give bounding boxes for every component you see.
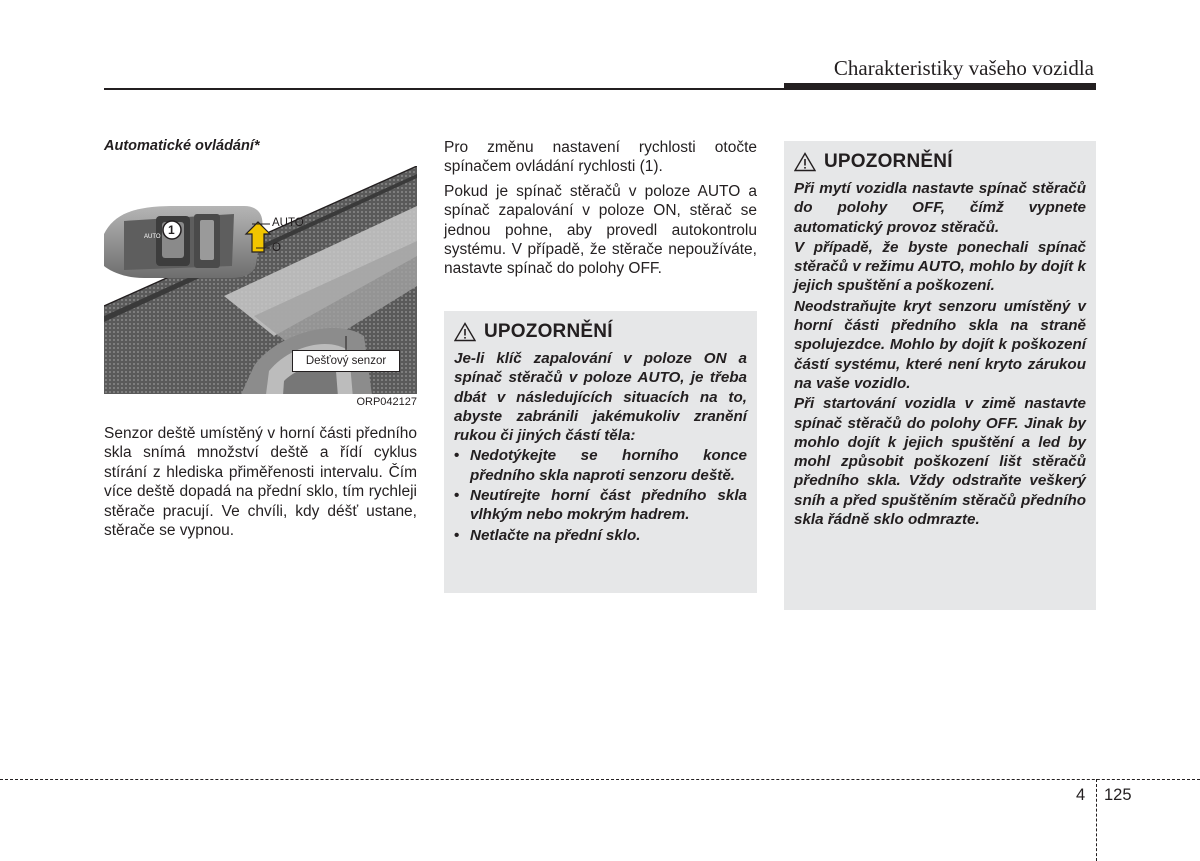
figure-code: ORP042127	[356, 396, 417, 408]
warning-paragraph: V případě, že byste ponechali spínač stěračů v režimu AUTO, mohlo by dojít k jejich spuštění a poškození.	[794, 238, 1086, 295]
warning-paragraph: Neodstraňujte kryt senzoru umístěný v horní části předního skla na straně spolujezdce. Mohlo by dojít k poškození částí systému, které není kryto zárukou na vaše vozidlo.	[794, 297, 1086, 392]
list-item: • Nedotýkejte se horního konce předního skla naproti senzoru deště.	[454, 446, 747, 485]
section-subheading: Automatické ovládání*	[104, 138, 260, 154]
page-header-title: Charakteristiky vašeho vozidla	[833, 56, 1094, 80]
speed-setting-paragraph: Pro změnu nastavení rychlosti otočte spínačem ovládání rychlosti (1).	[444, 139, 757, 176]
header-rule-thin	[104, 88, 784, 90]
figure-illustration	[104, 166, 417, 410]
warning-triangle-icon	[794, 152, 816, 172]
figure-label-o: O	[272, 242, 281, 254]
warning-box-middle	[444, 311, 757, 593]
middle-column	[444, 138, 757, 279]
warning-paragraph: Při startování vozidla v zimě nastavte spínač stěračů do polohy OFF. Jinak by mohlo dojít k jejich spuštění a led by mohl způsobit poškození lišt stěračů předního skla. Vždy odstraňte veškerý sníh a před spuštěním stěračů předního skla řádně sklo odmrazte.	[794, 395, 1086, 529]
warning-title: UPOZORNĚNÍ	[484, 321, 613, 342]
list-item: • Netlačte na přední sklo.	[454, 526, 747, 545]
left-column	[104, 138, 417, 540]
page-number: 125	[1104, 786, 1132, 804]
footer-dashed-divider	[1096, 779, 1097, 861]
warning-title: UPOZORNĚNÍ	[824, 151, 953, 172]
wiper-switch-figure	[104, 166, 417, 410]
warning-list	[454, 446, 747, 544]
warning-triangle-icon	[454, 322, 476, 342]
footer-dashed-rule	[0, 779, 1200, 780]
warning-box-right	[784, 141, 1096, 610]
header-rule-thick	[784, 83, 1096, 90]
rain-sensor-paragraph: Senzor deště umístěný v horní části předního skla snímá množství deště a řídí cyklus stírání z hlediska přiměřenosti intervalu. Čím více deště dopadá na přední sklo, tím rychleji stěrače pracují. Ve chvíli, kdy déšť ustane, stěrače se vypnou.	[104, 425, 417, 540]
list-item: • Neutírejte horní část předního skla vlhkým nebo mokrým hadrem.	[454, 486, 747, 525]
warning-paragraph: Při mytí vozidla nastavte spínač stěračů do polohy OFF, čímž vypnete automatický provoz stěračů.	[794, 180, 1086, 236]
chapter-number: 4	[1076, 786, 1086, 804]
warning-header	[794, 151, 1086, 173]
warning-intro: Je-li klíč zapalování v poloze ON a spínač stěračů v poloze AUTO, je třeba dbát v následujících situacích na to, abyste zabránili jakémukoliv zranění rukou či jiných částí těla:	[454, 350, 747, 445]
figure-label-number: 1	[168, 223, 175, 237]
auto-mode-paragraph: Pokud je spínač stěračů v poloze AUTO a spínač zapalování v poloze ON, stěrač se jednou pohne, aby provedl autokontrolu systému. V případě, že stěrače nepoužíváte, nastavte spínač do polohy OFF.	[444, 182, 757, 278]
warning-header	[454, 321, 747, 343]
figure-label-rain-sensor: Dešťový senzor	[292, 350, 400, 372]
stalk-marking: AUTO	[144, 234, 161, 240]
figure-label-auto: AUTO	[272, 217, 304, 229]
